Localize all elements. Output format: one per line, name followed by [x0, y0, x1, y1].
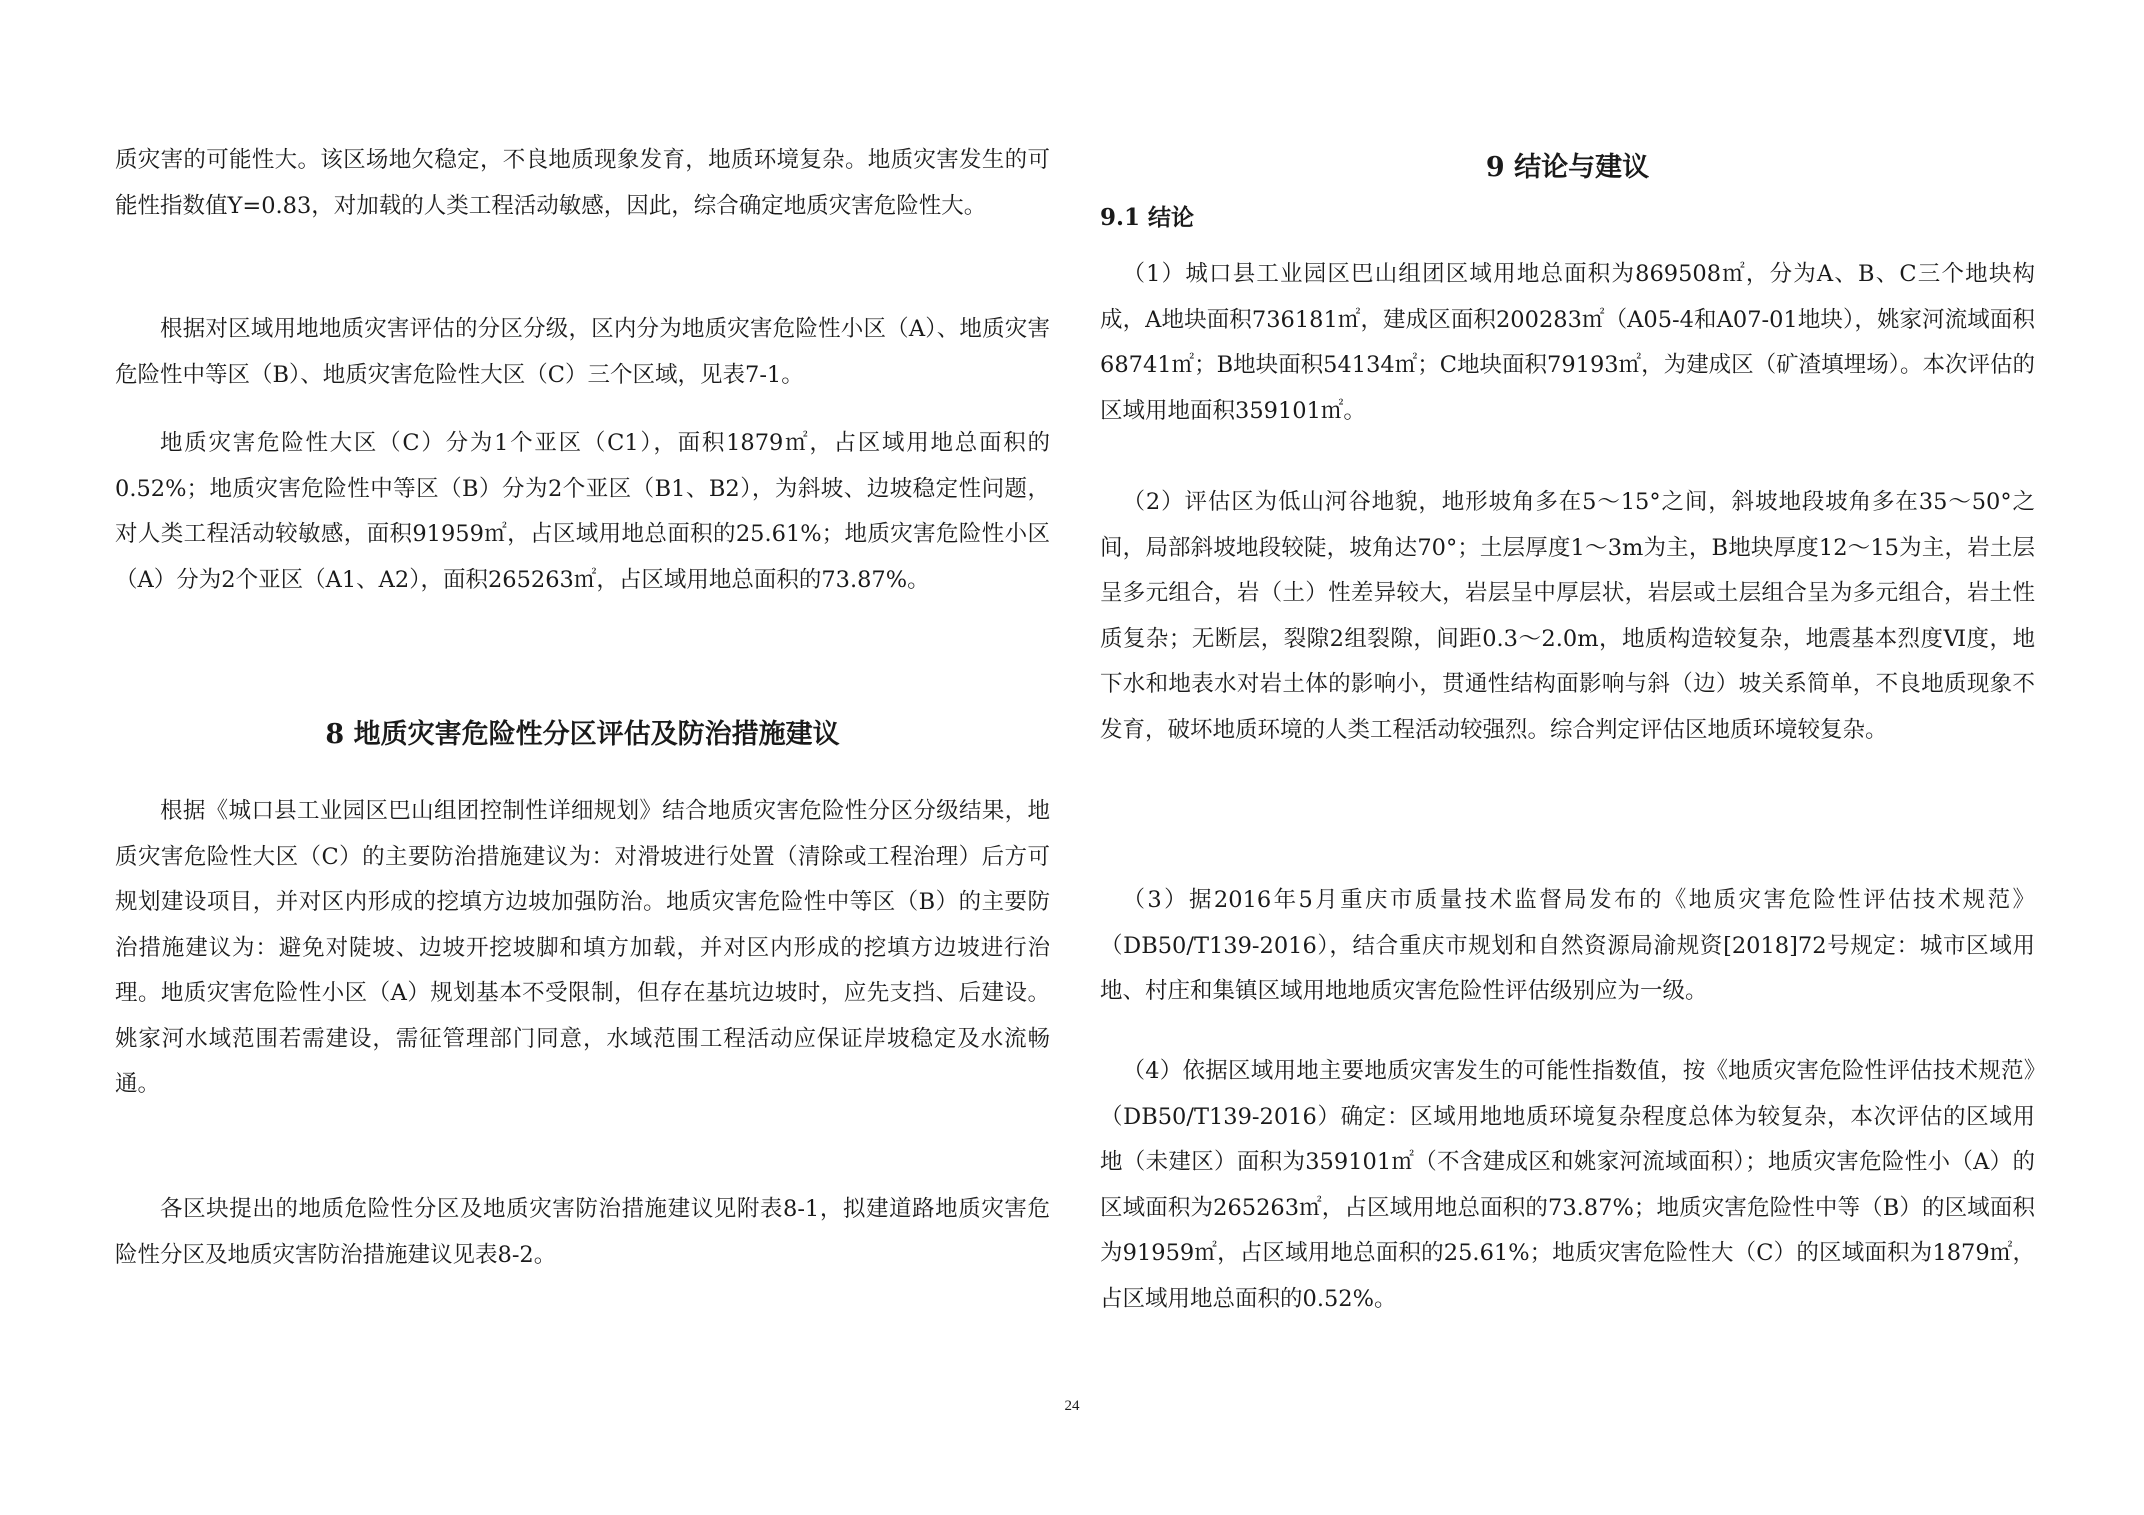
paragraph-prevention-measures: 根据《城口县工业园区巴山组团控制性详细规划》结合地质灾害危险性分区分级结果，地质灾害危险性大区（C）的主要防治措施建议为：对滑坡进行处置（清除或工程治理）后方可规划建设项目，并对区内形成的挖填方边坡加强防治。地质灾害危险性中等区（B）的主要防治措施建议为：避免对陡坡、边坡开挖坡脚和填方加载，并对区内形成的挖填方边坡进行治理。地质灾害危险性小区（A）规划基本不受限制，但存在基坑边坡时，应先支挡、后建设。姚家河水域范围若需建设，需征管理部门同意，水域范围工程活动应保证岸坡稳定及水流畅通。 [115, 798, 1050, 1097]
page-number: 24 [1064, 1398, 1080, 1414]
paragraph-continuation: 质灾害的可能性大。该区场地欠稳定，不良地质现象发育，地质环境复杂。地质灾害发生的可能性指数值Y=0.83，对加载的人类工程活动敏感，因此，综合确定地质灾害危险性大。 [115, 147, 1050, 219]
paragraph-zoning-summary: 根据对区域用地地质灾害评估的分区分级，区内分为地质灾害危险性小区（A）、地质灾害危险性中等区（B）、地质灾害危险性大区（C）三个区域，见表7-1。 [115, 316, 1050, 388]
paragraph-appendix-reference: 各区块提出的地质危险性分区及地质灾害防治措施建议见附表8-1，拟建道路地质灾害危险性分区及地质灾害防治措施建议见表8-2。 [115, 1196, 1050, 1268]
subsection-heading-9-1: 9.1 结论 [1100, 204, 1195, 231]
conclusion-item-4: （4）依据区域用地主要地质灾害发生的可能性指数值，按《地质灾害危险性评估技术规范》（DB50/T139-2016）确定：区域用地地质环境复杂程度总体为较复杂，本次评估的区域用地（未建区）面积为359101㎡（不含建成区和姚家河流域面积）；地质灾害危险性小（A）的区域面积为265263㎡，占区域用地总面积的73.87%；地质灾害危险性中等（B）的区域面积为91959㎡，占区域用地总面积的25.61%；地质灾害危险性大（C）的区域面积为1879㎡，占区域用地总面积的0.52%。 [1100, 1058, 2035, 1312]
conclusion-item-3: （3）据2016年5月重庆市质量技术监督局发布的《地质灾害危险性评估技术规范》（DB50/T139-2016），结合重庆市规划和自然资源局渝规资[2018]72号规定：城市区域用地、村庄和集镇区域用地地质灾害危险性评估级别应为一级。 [1100, 887, 2035, 1004]
paragraph-zone-areas: 地质灾害危险性大区（C）分为1个亚区（C1），面积1879㎡，占区域用地总面积的0.52%；地质灾害危险性中等区（B）分为2个亚区（B1、B2），为斜坡、边坡稳定性问题，对人类工程活动较敏感，面积91959㎡，占区域用地总面积的25.61%；地质灾害危险性小区（A）分为2个亚区（A1、A2），面积265263㎡，占区域用地总面积的73.87%。 [115, 430, 1050, 593]
section-heading-8: 8 地质灾害危险性分区评估及防治措施建议 [325, 719, 840, 750]
section-heading-9: 9 结论与建议 [1485, 152, 1650, 183]
conclusion-item-1: （1）城口县工业园区巴山组团区域用地总面积为869508㎡，分为A、B、C三个地块构成，A地块面积736181㎡，建成区面积200283㎡（A05-4和A07-01地块），姚家河流域面积68741㎡；B地块面积54134㎡；C地块面积79193㎡，为建成区（矿渣填埋场）。本次评估的区域用地面积359101㎡。 [1100, 261, 2035, 424]
conclusion-item-2: （2）评估区为低山河谷地貌，地形坡角多在5～15°之间，斜坡地段坡角多在35～50°之间，局部斜坡地段较陡，坡角达70°；土层厚度1～3m为主，B地块厚度12～15为主，岩土层呈多元组合，岩（土）性差异较大，岩层呈中厚层状，岩层或土层组合呈为多元组合，岩土性质复杂；无断层，裂隙2组裂隙，间距0.3～2.0m，地质构造较复杂，地震基本烈度Ⅵ度，地下水和地表水对岩土体的影响小，贯通性结构面影响与斜（边）坡关系简单，不良地质现象不发育，破坏地质环境的人类工程活动较强烈。综合判定评估区地质环境较复杂。 [1100, 489, 2035, 743]
